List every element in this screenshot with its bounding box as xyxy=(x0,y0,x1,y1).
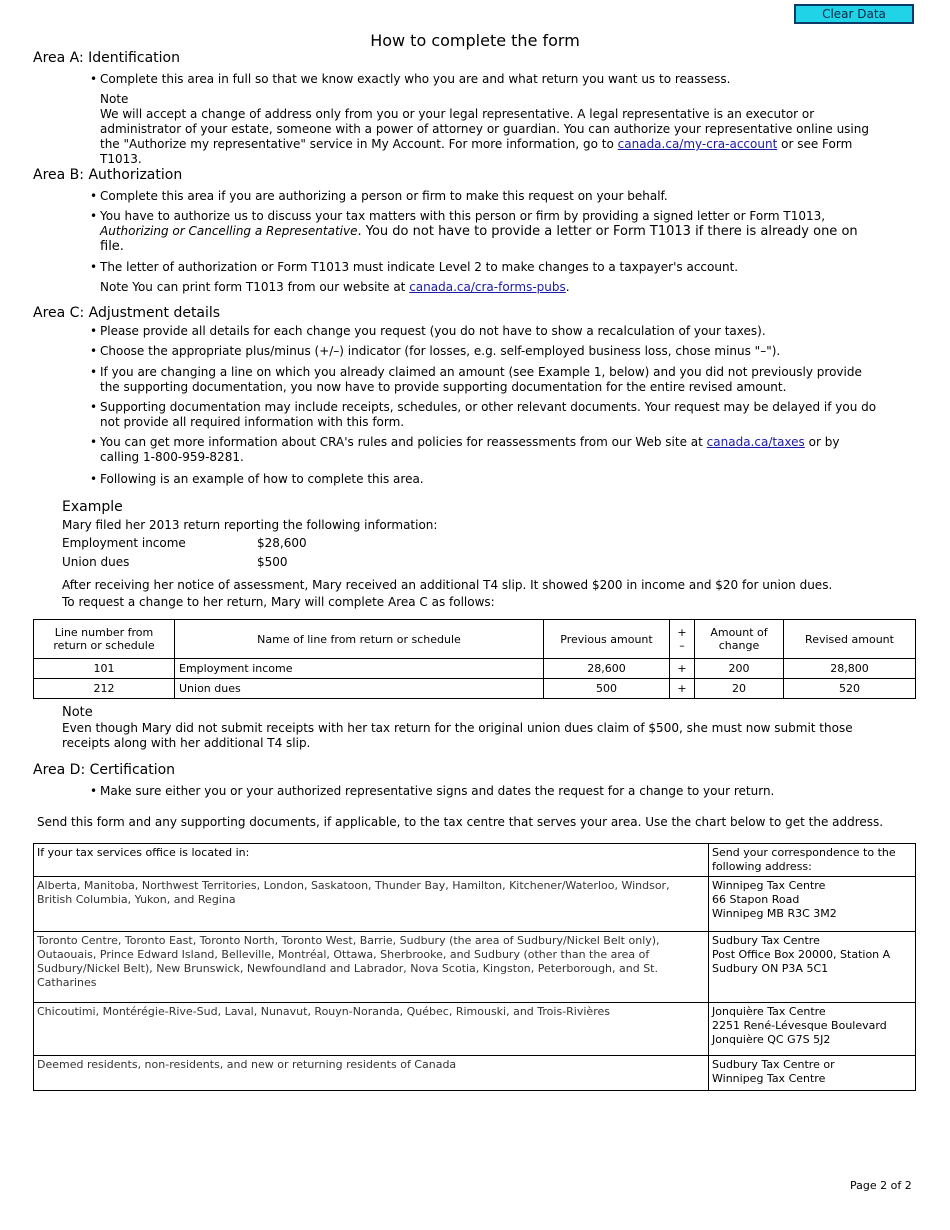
cell-line-name: Employment income xyxy=(175,659,544,679)
example-row-2-value: $500 xyxy=(257,555,288,569)
area-c-bullet-5-tail: or by calling 1-800-959-8281. xyxy=(100,435,840,464)
table-row xyxy=(34,659,916,679)
canada-taxes-link[interactable]: canada.ca/taxes xyxy=(706,435,805,449)
col-previous-amount: Previous amount xyxy=(544,620,670,659)
cell-revised-amount: 28,800 xyxy=(784,659,916,679)
example-intro: Mary filed her 2013 return reporting the following information: xyxy=(62,518,438,532)
cell-line-number: 212 xyxy=(34,679,175,699)
address-region: Deemed residents, non-residents, and new or returning residents of Canada xyxy=(34,1056,709,1091)
t1013-form-title: Authorizing or Cancelling a Representative xyxy=(100,224,358,238)
area-b-bullet-2: • You have to authorize us to discuss your tax matters with this person or firm by providing a signed letter or Form T1013, Authorizing or Cancelling a Representative. You do not have to provide a letter or Form T1013 if there is already one on file. xyxy=(90,209,858,254)
col-line-name: Name of line from return or schedule xyxy=(175,620,544,659)
area-b-bullet-3: • The letter of authorization or Form T1013 must indicate Level 2 to make changes to a taxpayer's account. xyxy=(90,260,739,274)
example-heading: Example xyxy=(62,499,123,515)
area-c-bullet-2: • Choose the appropriate plus/minus (+/–) indicator (for losses, e.g. self-employed business loss, chose minus "–"). xyxy=(90,344,781,358)
area-d-heading: Area D: Certification xyxy=(33,762,176,778)
address-header-left: If your tax services office is located in: xyxy=(34,844,709,877)
col-amount-change: Amount of change xyxy=(695,620,784,659)
area-b-note-text: Note You can print form T1013 from our website at xyxy=(100,280,406,294)
area-c-bullet-6: • Following is an example of how to complete this area. xyxy=(90,472,424,486)
example-note-label: Note xyxy=(62,705,93,720)
area-b-note xyxy=(100,280,890,295)
address-region: Toronto Centre, Toronto East, Toronto North, Toronto West, Barrie, Sudbury (the area of Sudbury/Nickel Belt only), Outaouais, Prince Edward Island, Belleville, Montréal, Ottawa, Sherbrooke, and Sudbury (other than the area of Sudbury/Nickel Belt), New Brunswick, Newfoundland and Labrador, Nova Scotia, Kingston, Peterborough, and St. Catharines xyxy=(34,932,709,1003)
col-plus-minus: + – xyxy=(670,620,695,659)
col-revised-amount: Revised amount xyxy=(784,620,916,659)
table-row xyxy=(34,679,916,699)
address-centre: Sudbury Tax Centre or Winnipeg Tax Centre xyxy=(709,1056,916,1091)
area-a-note-label: Note xyxy=(100,92,129,106)
area-c-bullet-3: • If you are changing a line on which you already claimed an amount (see Example 1, below) and you did not previously provide the supporting documentation, you now have to provide supporting documentation for the entire revised amount. xyxy=(90,365,862,394)
page-title: How to complete the form xyxy=(370,31,580,50)
area-a-note-tail: or see Form T1013. xyxy=(100,137,853,166)
table-row xyxy=(34,1003,916,1056)
area-b-heading: Area B: Authorization xyxy=(33,167,183,183)
area-a-note xyxy=(100,92,890,167)
cell-revised-amount: 520 xyxy=(784,679,916,699)
cell-line-number: 101 xyxy=(34,659,175,679)
area-b-bullet-2-text: You have to authorize us to discuss your tax matters with this person or firm by providing a signed letter or Form T1013, xyxy=(100,209,826,223)
table-row xyxy=(34,932,916,1003)
address-centre: Jonquière Tax Centre 2251 René-Lévesque Boulevard Jonquière QC G7S 5J2 xyxy=(709,1003,916,1056)
cell-sign: + xyxy=(670,659,695,679)
address-centre: Winnipeg Tax Centre 66 Stapon Road Winnipeg MB R3C 3M2 xyxy=(709,877,916,932)
address-region: Chicoutimi, Montérégie-Rive-Sud, Laval, Nunavut, Rouyn-Noranda, Québec, Rimouski, and Trois-Rivières xyxy=(34,1003,709,1056)
area-b-note-tail: . xyxy=(565,280,570,294)
table-row xyxy=(34,877,916,932)
clear-data-button[interactable]: Clear Data xyxy=(794,4,914,24)
cell-previous-amount: 500 xyxy=(544,679,670,699)
area-c-bullet-1: • Please provide all details for each change you request (you do not have to show a recalculation of your taxes). xyxy=(90,324,766,338)
area-b-bullet-1: • Complete this area if you are authorizing a person or firm to make this request on your behalf. xyxy=(90,189,668,203)
example-row-1-value: $28,600 xyxy=(257,536,307,550)
area-c-heading: Area C: Adjustment details xyxy=(33,305,221,321)
example-table-header xyxy=(34,620,916,659)
address-table xyxy=(33,843,916,1091)
address-header-right: Send your correspondence to the following address: xyxy=(709,844,916,877)
cell-amount-change: 200 xyxy=(695,659,784,679)
example-row-2-label: Union dues xyxy=(62,555,130,569)
table-row xyxy=(34,1056,916,1091)
address-region: Alberta, Manitoba, Northwest Territories, London, Saskatoon, Thunder Bay, Hamilton, Kitchener/Waterloo, Windsor, British Columbia, Yukon, and Regina xyxy=(34,877,709,932)
col-line-number: Line number from return or schedule xyxy=(34,620,175,659)
example-after-1: After receiving her notice of assessment, Mary received an additional T4 slip. It showed $200 in income and $20 for union dues. xyxy=(62,578,833,592)
address-table-header xyxy=(34,844,916,877)
address-centre: Sudbury Tax Centre Post Office Box 20000, Station A Sudbury ON P3A 5C1 xyxy=(709,932,916,1003)
area-a-bullet-1: • Complete this area in full so that we know exactly who you are and what return you want us to reassess. xyxy=(90,72,731,86)
example-row-1-label: Employment income xyxy=(62,536,186,550)
example-note-text: Even though Mary did not submit receipts with her tax return for the original union dues claim of $500, she must now submit those receipts along with her additional T4 slip. xyxy=(62,721,853,750)
cell-sign: + xyxy=(670,679,695,699)
area-c-bullet-5: • You can get more information about CRA's rules and policies for reassessments from our Web site at canada.ca/taxes or by calling 1-800-959-8281. xyxy=(90,435,840,464)
area-b-bullet-2-tail: . You do not have to provide a letter or Form T1013 if there is already one on file. xyxy=(100,224,858,254)
area-c-bullet-4: • Supporting documentation may include receipts, schedules, or other relevant documents. Your request may be delayed if you do not provide all required information with this form. xyxy=(90,400,877,429)
cra-forms-pubs-link[interactable]: canada.ca/cra-forms-pubs xyxy=(409,280,566,294)
my-cra-account-link[interactable]: canada.ca/my-cra-account xyxy=(617,137,778,151)
send-instructions: Send this form and any supporting documents, if applicable, to the tax centre that serves your area. Use the chart below to get the address. xyxy=(37,815,884,829)
example-after-2: To request a change to her return, Mary will complete Area C as follows: xyxy=(62,595,495,609)
cell-previous-amount: 28,600 xyxy=(544,659,670,679)
area-a-note-text: We will accept a change of address only from you or your legal representative. A legal representative is an executor or administrator of your estate, someone with a power of attorney or guardian. You can authorize your representative online using the "Authorize my representative" service in My Account. For more information, go to xyxy=(100,107,869,151)
cell-amount-change: 20 xyxy=(695,679,784,699)
example-table xyxy=(33,619,916,699)
area-c-bullet-5-text: You can get more information about CRA's rules and policies for reassessments from our Web site at xyxy=(100,435,703,449)
page-number: Page 2 of 2 xyxy=(850,1179,912,1192)
area-a-heading: Area A: Identification xyxy=(33,50,180,66)
area-d-bullet-1: • Make sure either you or your authorized representative signs and dates the request for a change to your return. xyxy=(90,784,775,798)
cell-line-name: Union dues xyxy=(175,679,544,699)
